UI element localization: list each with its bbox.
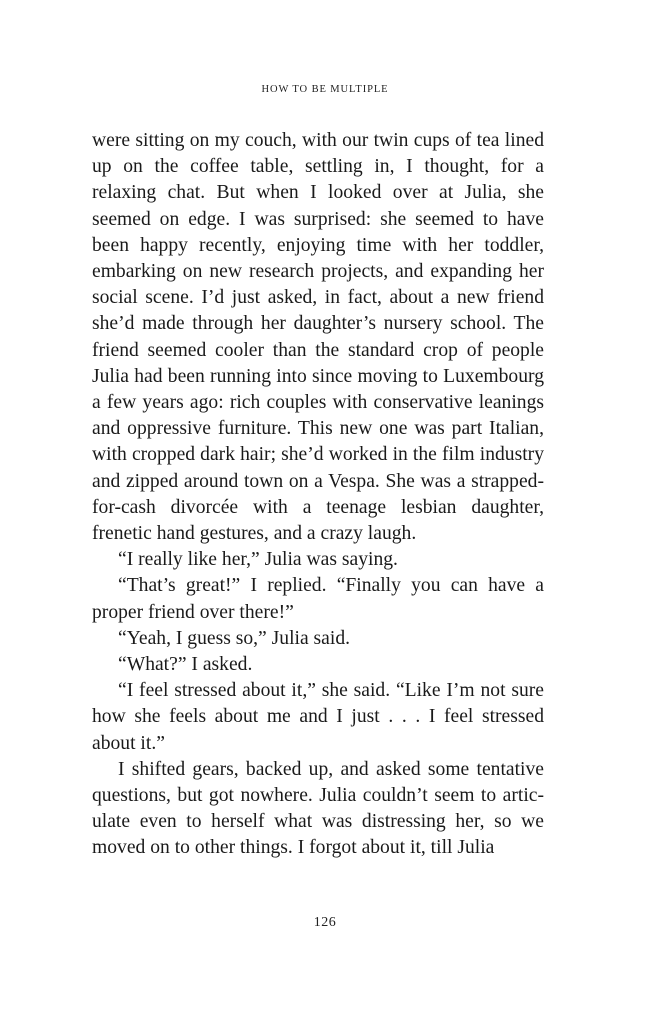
paragraph: I shifted gears, backed up, and asked some tentative questions, but got nowhere. Julia couldn’t seem to articulate even to herself what was distressing her, so we moved on to other things. I forgot about it, till Julia — [92, 758, 544, 859]
body-text — [92, 128, 544, 862]
paragraph: “That’s great!” I replied. “Finally you can have a proper friend over there!” — [92, 575, 544, 623]
paragraph: “Yeah, I guess so,” Julia said. — [118, 627, 351, 649]
running-head: HOW TO BE MULTIPLE — [261, 84, 389, 95]
page-number: 126 — [313, 915, 337, 930]
paragraph: “I feel stressed about it,” she said. “Like I’m not sure how she feels about me and I just . . . I feel stressed about it.” — [92, 680, 544, 754]
paragraph: “I really like her,” Julia was saying. — [118, 549, 398, 571]
paragraph: were sitting on my couch, with our twin cups of tea lined up on the coffee table, settling in, I thought, for a relaxing chat. But when I looked over at Julia, she seemed on edge. I was surprised: she seemed to have been happy recently, enjoying time with her toddler, embarking on new research projects, and expanding her social scene. I’d just asked, in fact, about a new friend she’d made through her daughter’s nursery school. The friend seemed cooler than the standard crop of people Julia had been running into since moving to Luxembourg a few years ago: rich couples with conservative leanings and oppressive furniture. This new one was part Italian, with cropped dark hair; she’d worked in the film industry and zipped around town on a Vespa. She was a strapped-for-cash divorcée with a teenage lesbian daughter, frenetic hand gestures, and a crazy laugh. — [92, 130, 544, 545]
paragraph: “What?” I asked. — [118, 654, 253, 676]
